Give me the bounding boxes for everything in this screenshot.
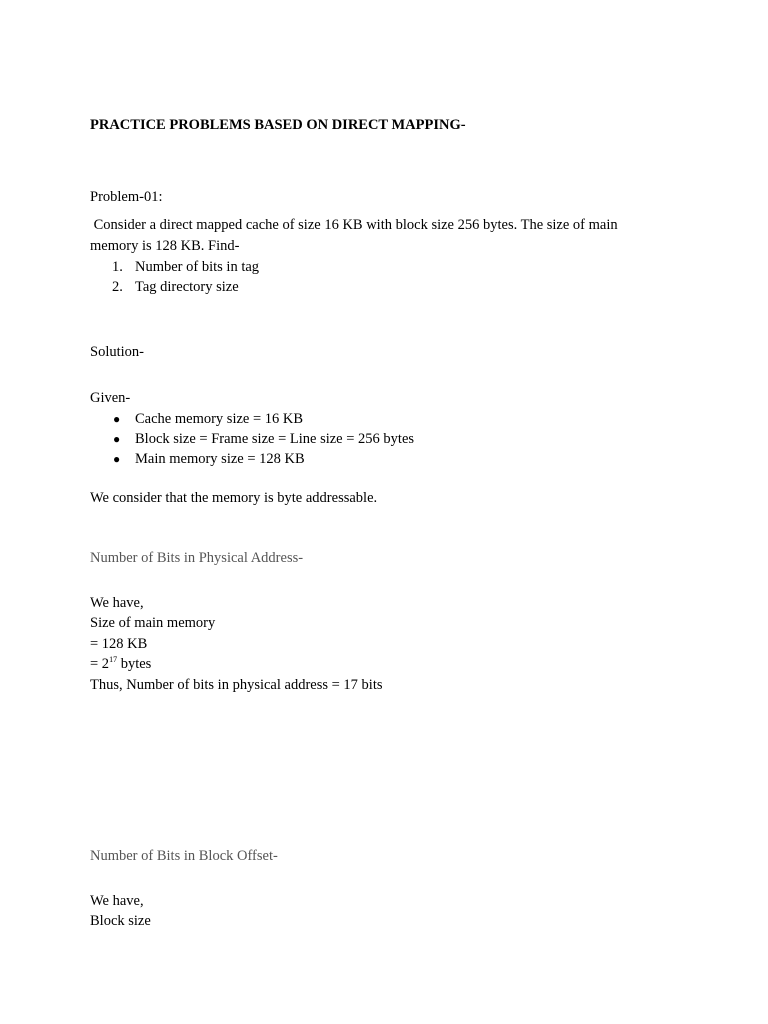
list-text: Number of bits in tag <box>135 259 260 275</box>
bullet-icon: ● <box>113 452 121 466</box>
problem-text-line2: memory is 128 KB. Find- <box>90 238 240 254</box>
document-title: PRACTICE PROBLEMS BASED ON DIRECT MAPPING- <box>90 117 466 133</box>
list-text: Cache memory size = 16 KB <box>135 411 304 427</box>
list-number: 1. <box>112 259 123 275</box>
offset-we-have: We have, <box>90 893 144 909</box>
block-offset-heading: Number of Bits in Block Offset- <box>90 848 278 864</box>
power-base: = 2 <box>90 656 110 672</box>
physical-conclusion: Thus, Number of bits in physical address = 17 bits <box>90 677 383 693</box>
physical-address-heading: Number of Bits in Physical Address- <box>90 550 304 566</box>
given-label: Given- <box>90 390 131 406</box>
byte-addressable-note: We consider that the memory is byte addressable. <box>90 490 378 506</box>
power-exponent: 17 <box>109 655 118 665</box>
list-text: Main memory size = 128 KB <box>135 451 305 467</box>
physical-line2: = 128 KB <box>90 636 148 652</box>
list-text: Block size = Frame size = Line size = 256 bytes <box>135 431 415 447</box>
physical-we-have: We have, <box>90 595 144 611</box>
bullet-icon: ● <box>113 432 121 446</box>
power-unit: bytes <box>117 656 152 672</box>
offset-line1: Block size <box>90 913 151 929</box>
solution-label: Solution- <box>90 344 144 360</box>
problem-label: Problem-01: <box>90 189 163 205</box>
problem-text-line1: Consider a direct mapped cache of size 16 KB with block size 256 bytes. The size of main <box>90 217 618 233</box>
list-text: Tag directory size <box>135 279 239 295</box>
physical-line1: Size of main memory <box>90 615 216 631</box>
list-number: 2. <box>112 279 123 295</box>
physical-line3 <box>90 654 151 674</box>
bullet-icon: ● <box>113 412 121 426</box>
